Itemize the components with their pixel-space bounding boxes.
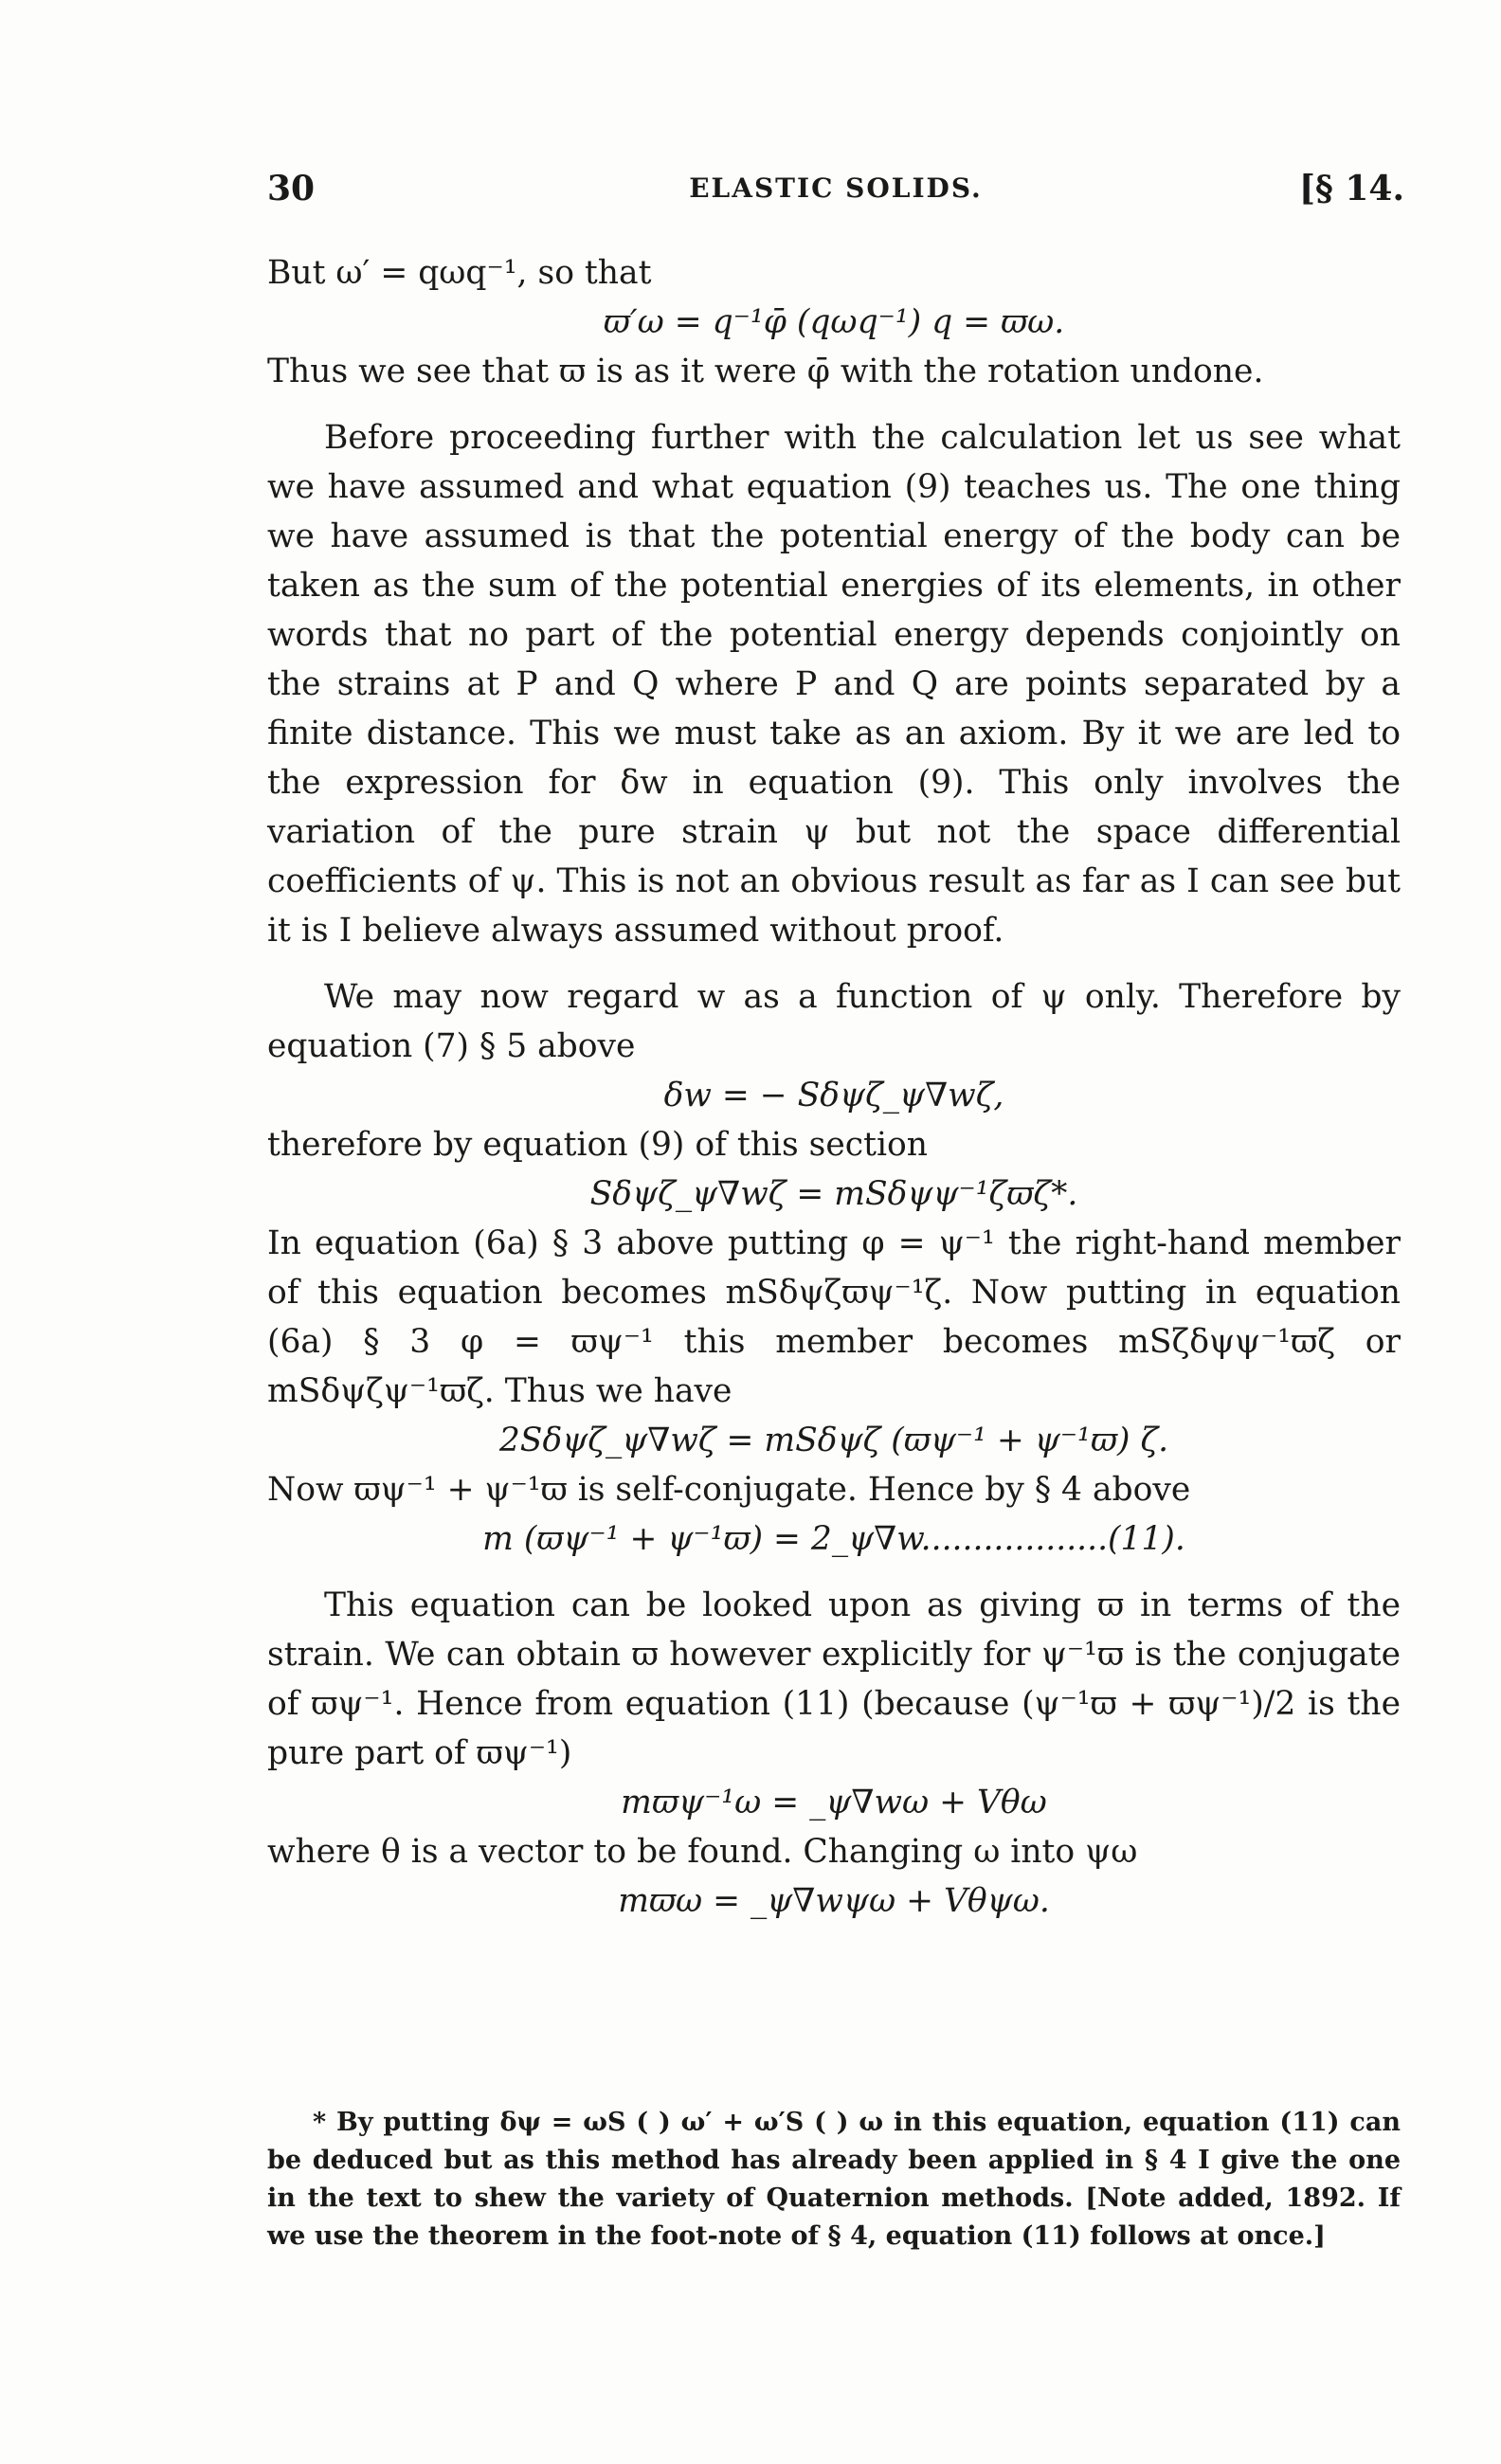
paragraph: Thus we see that ϖ is as it were φ̄ with the rotation undone. (267, 353, 1264, 390)
paragraph: Before proceeding further with the calculation let us see what we have assumed and what equation (9) teaches us. The one thing we have assumed is that the potential energy of the body can be taken as the sum of the potential energies of its elements, in other words that no part of the potential energy depends conjointly on the strains at P and Q where P and Q are points separated by a finite distance. This we must take as an axiom. By it we are led to the expression for δw in equation (9). This only involves the variation of the pure strain ψ but not the space differential coefficients of ψ. This is not an obvious result as far as I can see but it is I believe always assumed without proof. (267, 419, 1401, 950)
equation: m (ϖψ⁻¹ + ψ⁻¹ϖ) = 2_ψ∇w..................(11). (482, 1520, 1185, 1558)
equation: 2Sδψζ_ψ∇wζ = mSδψζ (ϖψ⁻¹ + ψ⁻¹ϖ) ζ. (498, 1422, 1169, 1459)
equation: mϖψ⁻¹ω = _ψ∇wω + Vθω (621, 1784, 1047, 1821)
footnote (267, 2104, 1401, 2256)
footnote-text: * By putting δψ = ωS ( ) ω′ + ω′S ( ) ω in this equation, equation (11) can be deduced but as this method has already been applied in § 4 I give the one in the text to shew the variety of Quaternion methods. [Note added, 1892. If we use the theorem in the foot-note of § 4, equation (11) follows at once.] (267, 2108, 1401, 2251)
paragraph-gap (267, 396, 1401, 413)
paragraph-gap (267, 1564, 1401, 1581)
equation: mϖω = _ψ∇wψω + Vθψω. (618, 1882, 1050, 1920)
paragraph: We may now regard w as a function of ψ only. Therefore by equation (7) § 5 above (267, 978, 1401, 1065)
body-text (267, 248, 1401, 1926)
paragraph: where θ is a vector to be found. Changing ω into ψω (267, 1833, 1138, 1871)
paragraph: therefore by equation (9) of this section (267, 1126, 928, 1164)
paragraph: In equation (6a) § 3 above putting φ = ψ⁻¹ the right-hand member of this equation becomes mSδψζϖψ⁻¹ζ. Now putting in equation (6a) § 3 φ = ϖψ⁻¹ this member becomes mSζδψψ⁻¹ϖζ or mSδψζψ⁻¹ϖζ. Thus we have (267, 1224, 1401, 1410)
equation: Sδψζ_ψ∇wζ = mSδψψ⁻¹ζϖζ*. (589, 1175, 1078, 1213)
equation: δw = − Sδψζ_ψ∇wζ, (663, 1077, 1004, 1114)
paragraph: Now ϖψ⁻¹ + ψ⁻¹ϖ is self-conjugate. Hence by § 4 above (267, 1471, 1191, 1509)
paragraph: But ω′ = qωq⁻¹, so that (267, 254, 652, 292)
running-header (267, 169, 1404, 216)
paragraph-gap (267, 955, 1401, 972)
page-number: 30 (267, 169, 316, 208)
section-marker: [§ 14. (1298, 169, 1404, 208)
equation: ϖ′ω = q⁻¹φ̄ (qωq⁻¹) q = ϖω. (603, 303, 1065, 341)
running-title: ELASTIC SOLIDS. (689, 172, 983, 204)
paragraph: This equation can be looked upon as giving ϖ in terms of the strain. We can obtain ϖ however explicitly for ψ⁻¹ϖ is the conjugate of ϖψ⁻¹. Hence from equation (11) (because (ψ⁻¹ϖ + ϖψ⁻¹)/2 is the pure part of ϖψ⁻¹) (267, 1586, 1401, 1772)
